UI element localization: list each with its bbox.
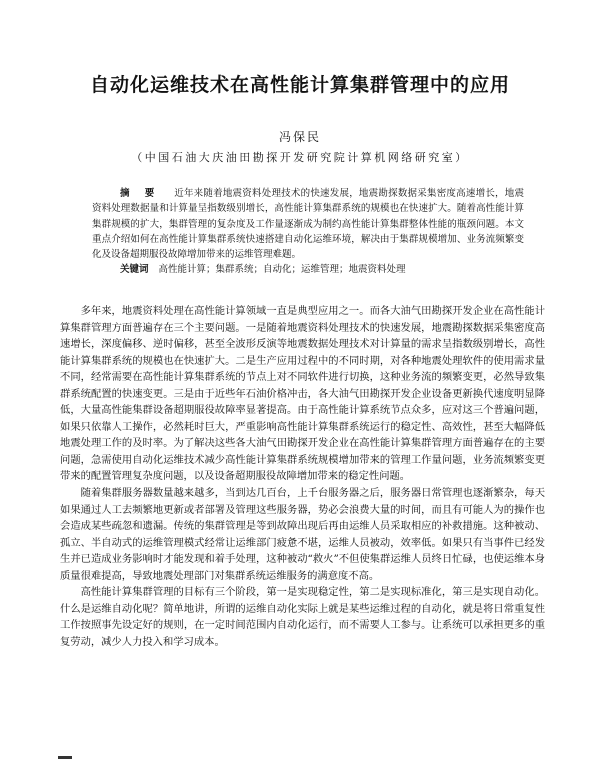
abstract-text: 近年来随着地震资料处理技术的快速发展，地震勘探数据采集密度高速增长，地震资料处理数据量和计算量呈指数级别增长，高性能计算集群系统的规模也在快速扩大。随着高性能计算集群规模的扩大，集群管理的复杂度及工作量逐渐成为制约高性能计算集群整体性能的瓶颈问题。本文重点介绍如何在高性能计算集群系统快速搭建自动化运维环境，解决由于集群规模增加、业务流频繁变化及设备超期服役故障增加带来的运维管理难题。: [92, 188, 524, 261]
body-text: [60, 303, 545, 650]
abstract: [92, 186, 524, 262]
paragraph: 随着集群服务器数量越来越多，当到达几百台，上千台服务器之后，服务器日常管理也逐渐繁杂，每天如果通过人工去频繁地更新或者部署及管理这些服务器，势必会浪费大量的时间，而且有可能人为的操作也会造成某些疏忽和遗漏。传统的集群管理是等到故障出现后再由运维人员采取相应的补救措施。这种被动、孤立、半自动式的运维管理模式经常让运维部门疲惫不堪，运维人员被动，效率低。如果只有当事件已经发生并已造成业务影响时才能发现和着手处理，这种被动“救火”不但使集群运维人员终日忙碌，也使运维本身质量很难提高，导致地震处理部门对集群系统运维服务的满意度不高。: [60, 487, 545, 582]
keywords-text: 高性能计算；集群系统；自动化；运维管理；地震资料处理: [158, 264, 406, 275]
page-footer-mark: [58, 756, 72, 759]
paragraph: 高性能计算集群管理的目标有三个阶段，第一是实现稳定性，第二是实现标准化，第三是实现自动化。什么是运维自动化呢？简单地讲，所谓的运维自动化实际上就是某些运维过程的自动化，就是将日常重复性工作按照事先设定好的规则，在一定时间范围内自动化运行，而不需要人工参与。让系统可以承担更多的重复劳动，减少人力投入和学习成本。: [60, 586, 545, 648]
author-name: 冯保民: [278, 130, 321, 144]
abstract-label: 摘 要: [120, 188, 161, 199]
paper-title: 自动化运维技术在高性能计算集群管理中的应用: [89, 74, 510, 96]
paragraph: 多年来，地震资料处理在高性能计算领域一直是典型应用之一。而各大油气田勘探开发企业在高性能计算集群管理方面普遍存在三个主要问题。一是随着地震资料处理技术的快速发展，地震勘探数据采集密度高速增长，深度偏移、逆时偏移，甚至全波形反演等地震数据处理技术对计算量的需求呈指数级别增长，高性能计算集群系统的规模也在快速扩大。二是生产应用过程中的不同时期，对各种地震处理软件的使用需求量不同，经常需要在高性能计算集群系统的节点上对不同软件进行切换，这种业务流的频繁变更，必然导致集群系统配置的快速变更。三是由于近些年石油价格冲击，各大油气田勘探开发企业设备更新换代速度明显降低，大量高性能集群设备超期服役故障率显著提高。由于高性能计算系统节点众多，应对这三个普遍问题，如果只依靠人工操作，必然耗时巨大，严重影响高性能计算集群系统运行的稳定性、高效性，甚至大幅降低地震处理工作的及时率。为了解决这些各大油气田勘探开发企业在高性能计算集群管理方面普遍存在的主要问题，急需使用自动化运维技术减少高性能计算集群系统规模增加带来的管理工作量问题，业务流频繁变更带来的配置管理复杂度问题，以及设备超期服役故障增加带来的稳定性问题。: [60, 305, 545, 483]
keywords-label: 关键词: [120, 264, 149, 275]
author-affiliation: （中国石油大庆油田勘探开发研究院计算机网络研究室）: [131, 151, 469, 164]
keywords: [120, 262, 540, 277]
